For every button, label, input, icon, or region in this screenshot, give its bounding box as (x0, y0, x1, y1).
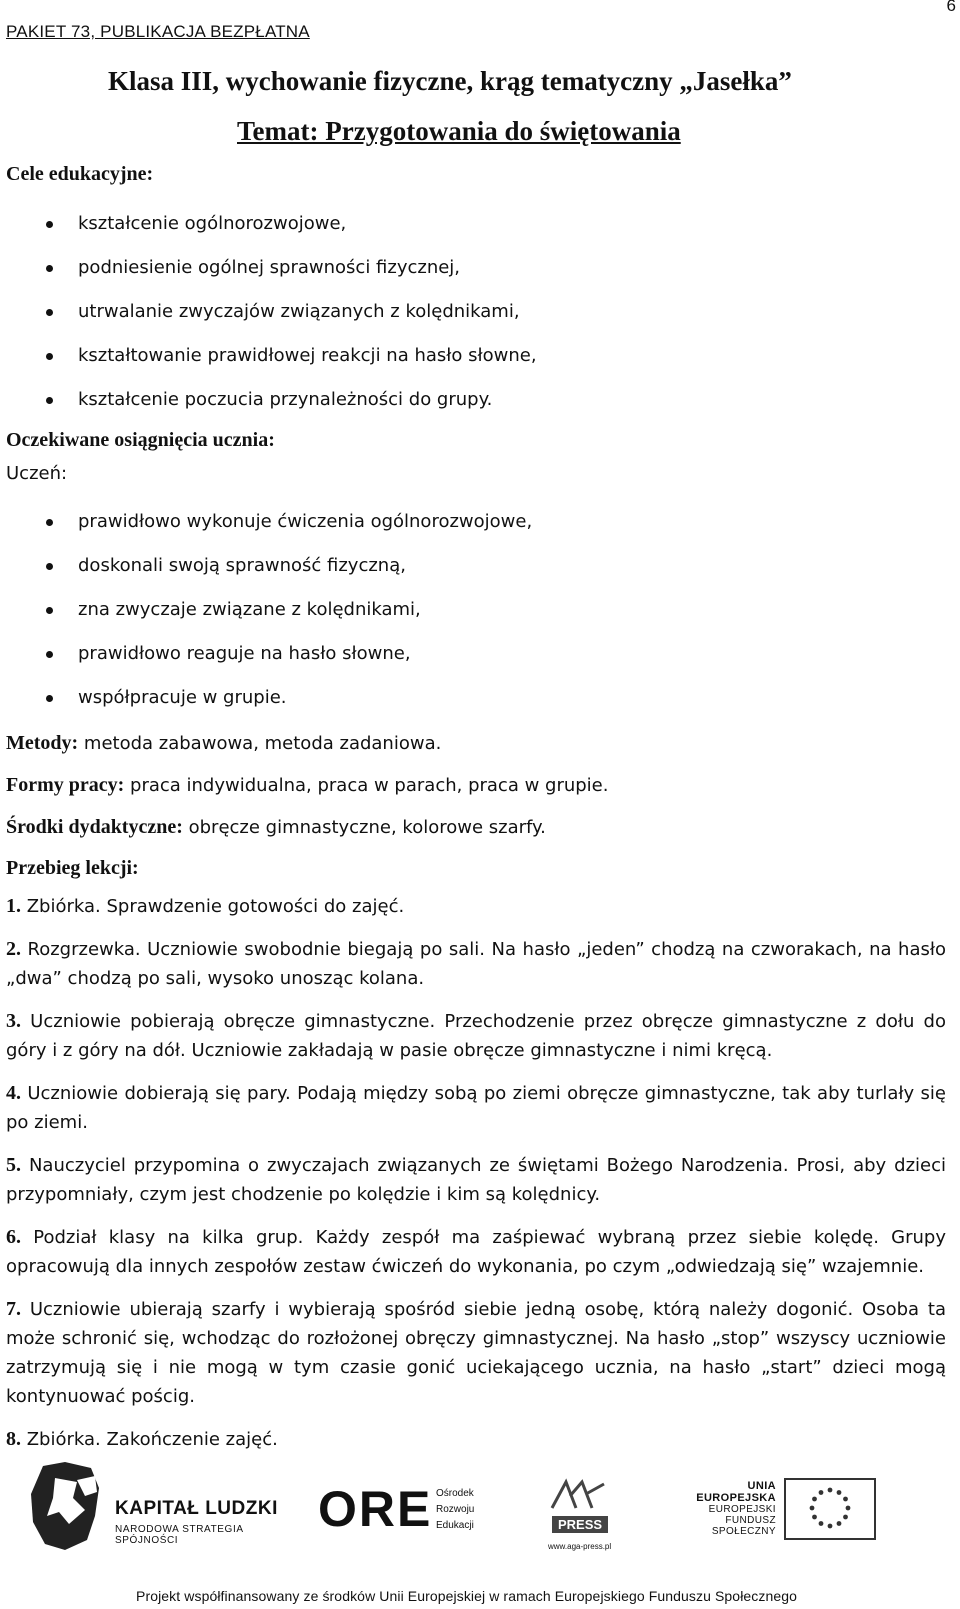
step-text: Nauczyciel przypomina o zwyczajach związanych ze świętami Bożego Narodzenia. Prosi, aby dzieci przypomniały, czym jest chodzenie po kolędzie i kim są kolędnicy. (6, 1155, 946, 1205)
step-text: Uczniowie dobierają się pary. Podają między sobą po ziemi obręcze gimnastyczne, tak aby turlały się po ziemi. (6, 1083, 946, 1133)
aga-mark-icon (548, 1476, 608, 1512)
course-step (6, 1151, 946, 1209)
list-item (6, 202, 946, 246)
kl-title: KAPITAŁ LUDZKI (115, 1498, 278, 1519)
outcome-text: prawidłowo reaguje na hasło słowne, (78, 643, 411, 664)
course-step (6, 892, 946, 921)
outcomes-list (6, 500, 946, 720)
forms-line (6, 764, 946, 806)
step-number: 2. (6, 938, 21, 960)
methods-line (6, 722, 946, 764)
outcomes-heading: Oczekiwane osiągnięcia ucznia: (6, 429, 275, 451)
ore-line-2: Rozwoju (436, 1504, 475, 1515)
list-item (6, 588, 946, 632)
course-step (6, 1295, 946, 1411)
eu-flag-icon (784, 1478, 876, 1540)
header-publication-label: PAKIET 73, PUBLIKACJA BEZPŁATNA (6, 22, 310, 41)
ore-wordmark: ORE (318, 1481, 433, 1537)
outcomes-intro: Uczeń: (6, 463, 68, 484)
step-text: Zbiórka. Zakończenie zajęć. (21, 1429, 278, 1450)
goal-text: podniesienie ogólnej sprawności fizycznej, (78, 257, 461, 278)
aga-press-logo (548, 1476, 618, 1556)
methods-text: metoda zabawowa, metoda zadaniowa. (78, 733, 442, 754)
step-text: Zbiórka. Sprawdzenie gotowości do zajęć. (21, 896, 405, 917)
bullet-icon (46, 353, 53, 360)
step-number: 3. (6, 1010, 21, 1032)
list-item (6, 500, 946, 544)
forms-text: praca indywidualna, praca w parach, praca w grupie. (124, 775, 609, 796)
step-text: Uczniowie ubierają szarfy i wybierają spośród siebie jedną osobę, którą należy dogonić. Osoba ta może schronić się, wchodząc do rozłożonej obręczy gimnastycznej. Na hasło „stop” wszyscy uczniowie zatrzymują się i nie mogą w tym czasie gonić uciekającego ucznia, na hasło „start” dzieci mogą kontynuować pościg. (6, 1299, 946, 1407)
bullet-icon (46, 397, 53, 404)
kl-subtitle: NARODOWA STRATEGIA SPÓJNOŚCI (115, 1524, 244, 1546)
project-cofinancing-note: Projekt współfinansowany ze środków Unii Europejskiej w ramach Europejskiego Funduszu Społecznego (136, 1588, 798, 1604)
bullet-icon (46, 519, 53, 526)
list-item (6, 632, 946, 676)
eu-logo (668, 1480, 776, 1550)
bullet-icon (46, 651, 53, 658)
eu-line-3: FUNDUSZ SPOŁECZNY (711, 1515, 776, 1537)
ore-subtitle (436, 1486, 474, 1534)
ore-logo (318, 1478, 518, 1548)
outcome-text: prawidłowo wykonuje ćwiczenia ogólnorozwojowe, (78, 511, 533, 532)
goals-heading: Cele edukacyjne: (6, 163, 154, 185)
bullet-icon (46, 607, 53, 614)
step-number: 4. (6, 1082, 21, 1104)
step-number: 6. (6, 1226, 21, 1248)
eu-line-2: EUROPEJSKI (708, 1504, 776, 1515)
aids-text: obręcze gimnastyczne, kolorowe szarfy. (182, 817, 546, 838)
bullet-icon (46, 563, 53, 570)
outcome-text: doskonali swoją sprawność fizyczną, (78, 555, 406, 576)
footer-logos (0, 1450, 960, 1609)
poland-map-icon (25, 1458, 105, 1558)
step-number: 1. (6, 895, 21, 917)
list-item (6, 544, 946, 588)
bullet-icon (46, 265, 53, 272)
aids-line (6, 806, 946, 848)
goal-text: kształcenie poczucia przynależności do grupy. (78, 389, 493, 410)
eu-stars-icon (786, 1480, 874, 1538)
goal-text: kształcenie ogólnorozwojowe, (78, 213, 347, 234)
lesson-content (6, 160, 946, 1468)
lesson-topic: Temat: Przygotowania do świętowania (237, 116, 681, 146)
bullet-icon (46, 221, 53, 228)
list-item (6, 378, 946, 422)
list-item (6, 290, 946, 334)
methods-label: Metody: (6, 732, 79, 754)
step-text: Uczniowie pobierają obręcze gimnastyczne. Przechodzenie przez obręcze gimnastyczne z dołu do góry i z góry na dół. Uczniowie zakładają w pasie obręcze gimnastyczne i nimi kręcą. (6, 1011, 946, 1061)
course-heading: Przebieg lekcji: (6, 857, 139, 879)
list-item (6, 246, 946, 290)
ore-line-1: Ośrodek (436, 1488, 474, 1499)
ore-line-3: Edukacji (436, 1520, 474, 1531)
aids-label: Środki dydaktyczne: (6, 816, 183, 838)
list-item (6, 334, 946, 378)
eu-line-1: UNIA EUROPEJSKA (696, 1480, 776, 1504)
forms-label: Formy pracy: (6, 774, 125, 796)
bullet-icon (46, 695, 53, 702)
list-item (6, 676, 946, 720)
course-step (6, 935, 946, 993)
outcome-text: zna zwyczaje związane z kolędnikami, (78, 599, 421, 620)
goal-text: utrwalanie zwyczajów związanych z kolędnikami, (78, 301, 520, 322)
step-number: 7. (6, 1298, 21, 1320)
course-step (6, 1079, 946, 1137)
step-number: 8. (6, 1428, 21, 1450)
outcome-text: współpracuje w grupie. (78, 687, 287, 708)
step-text: Rozgrzewka. Uczniowie swobodnie biegają po sali. Na hasło „jeden” chodzą na czworakach, na hasło „dwa” chodzą po sali, wysoko unosząc kolana. (6, 939, 946, 989)
course-step (6, 1223, 946, 1281)
goal-text: kształtowanie prawidłowej reakcji na hasło słowne, (78, 345, 537, 366)
step-text: Podział klasy na kilka grup. Każdy zespół ma zaśpiewać wybraną przez siebie kolędę. Grupy opracowują dla innych zespołów zestaw ćwiczeń do wykonania, po czym „odwiedzają się” wzajemnie. (6, 1227, 946, 1277)
kapital-ludzki-logo (25, 1458, 285, 1558)
course-step (6, 1007, 946, 1065)
document-title: Klasa III, wychowanie fizyczne, krąg tematyczny „Jasełka” (108, 66, 792, 96)
step-number: 5. (6, 1154, 21, 1176)
page-number: 6 (946, 0, 956, 15)
aga-url: www.aga-press.pl (548, 1542, 612, 1551)
bullet-icon (46, 309, 53, 316)
aga-press-label: PRESS (552, 1516, 608, 1533)
goals-list (6, 202, 946, 422)
